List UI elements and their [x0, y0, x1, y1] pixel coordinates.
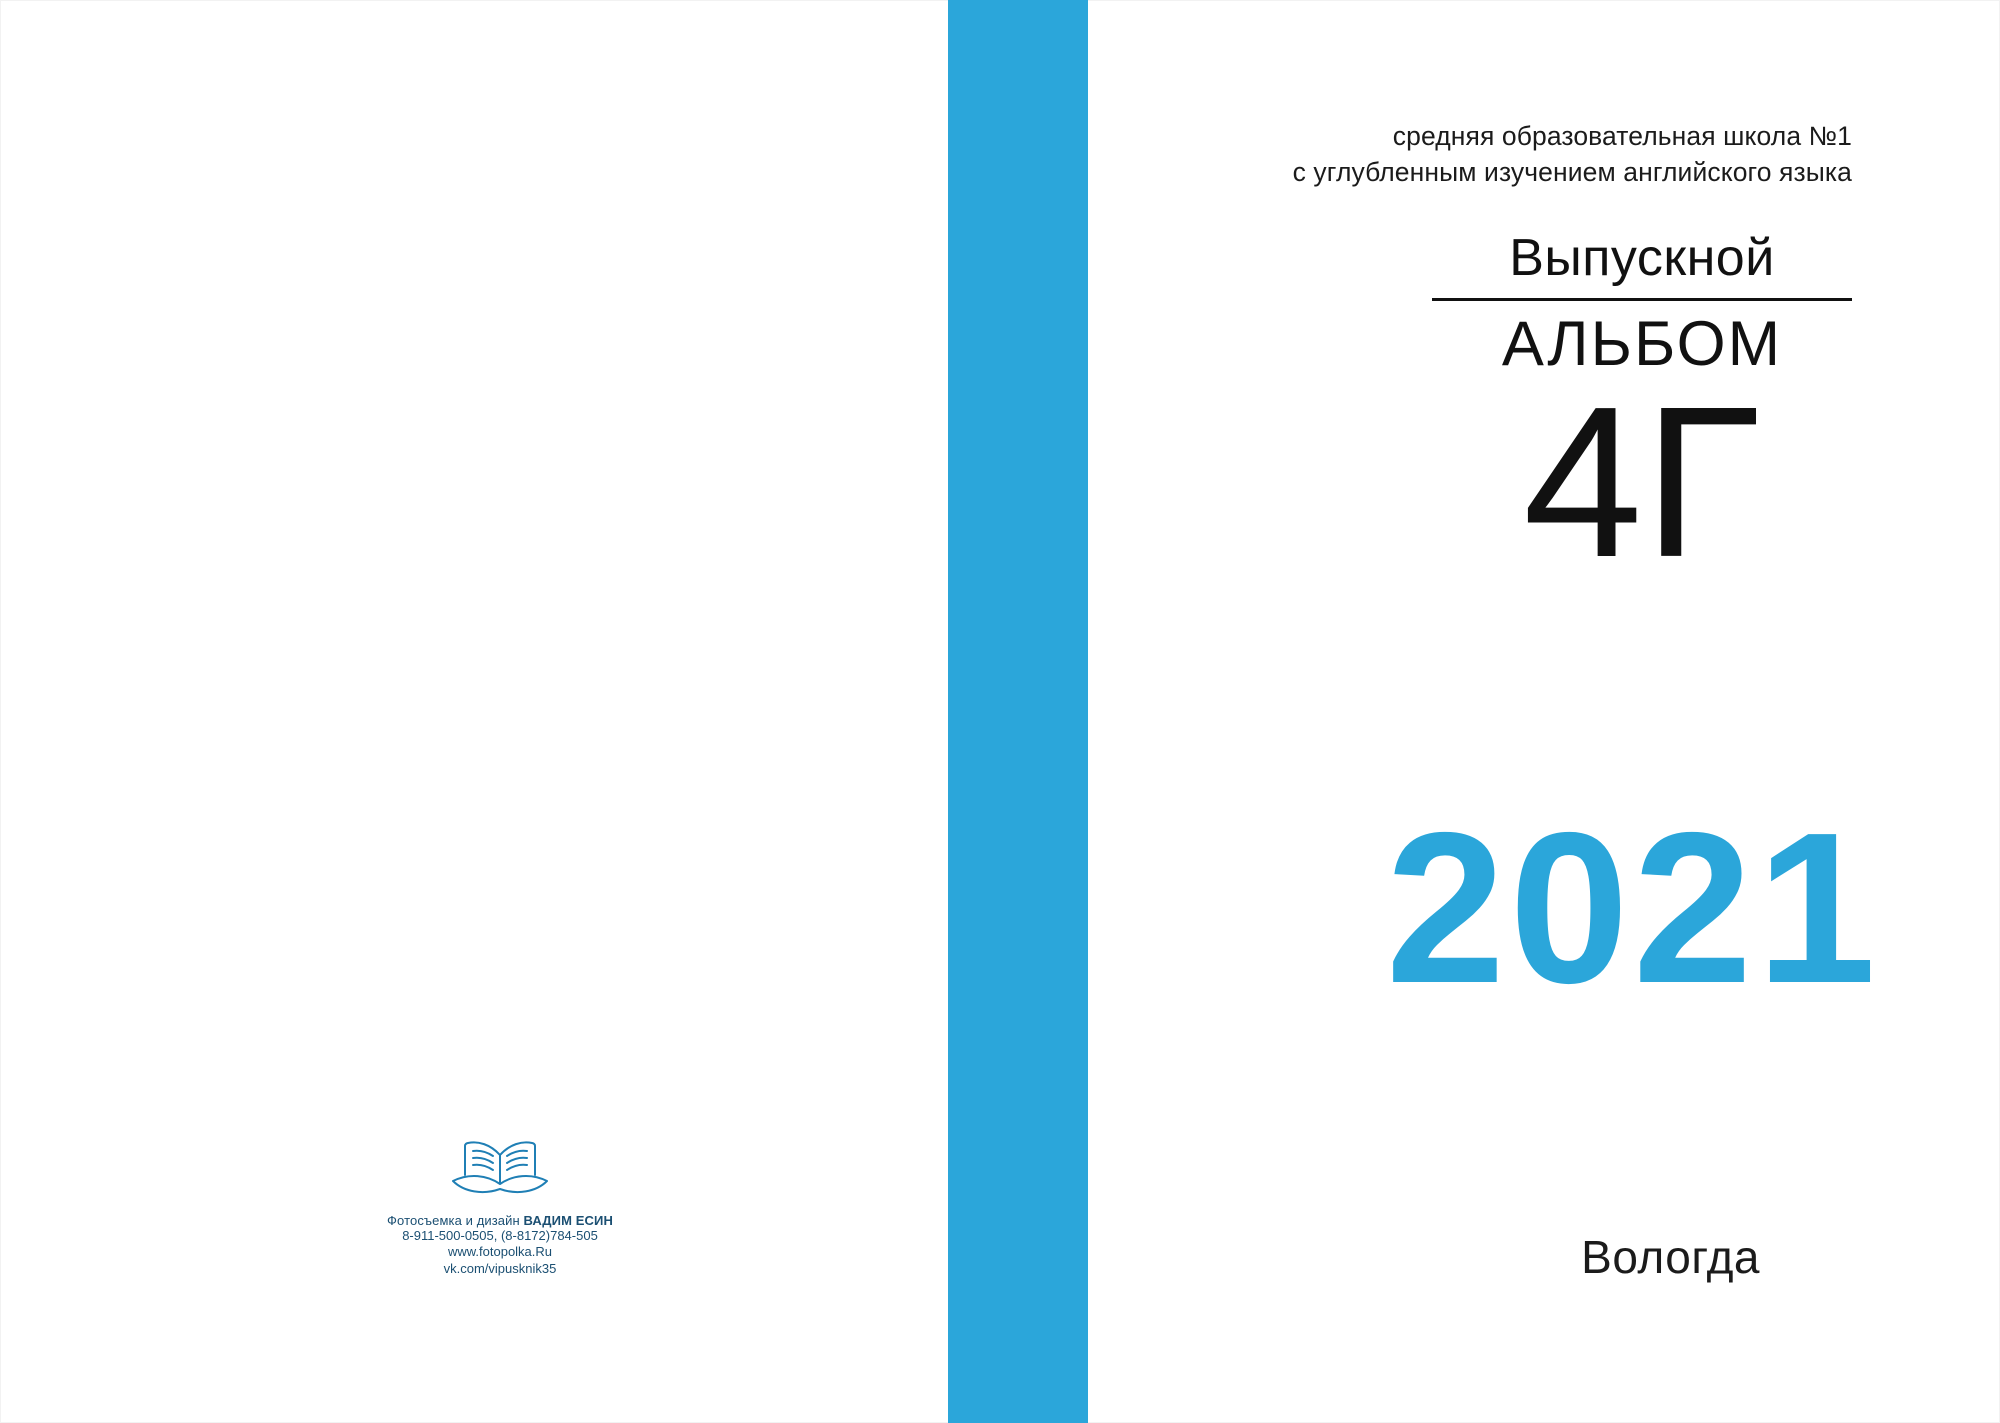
- school-name: [1152, 118, 1852, 190]
- credit-vk-link: vk.com/vipusknik35: [443, 1260, 557, 1276]
- album-title-block: [1432, 229, 1852, 602]
- credit-prefix: Фотосъемка и дизайн: [387, 1213, 524, 1228]
- title-album: АЛЬБОМ: [1501, 309, 1783, 379]
- title-vypusknoy: Выпускной: [1509, 229, 1775, 287]
- credit-author: ВАДИМ ЕСИН: [523, 1213, 613, 1228]
- title-divider: [1432, 298, 1852, 301]
- city-label: Вологда: [1581, 1231, 1760, 1283]
- credit-phones: 8-911-500-0505, (8-8172)784-505: [402, 1228, 598, 1243]
- school-name-line-1: средняя образовательная школа №1: [1392, 121, 1852, 151]
- year-label: 2021: [1385, 787, 1880, 1028]
- school-name-line-2: с углубленным изучением английского языка: [1292, 157, 1852, 188]
- designer-credit-block: [370, 1135, 630, 1277]
- front-cover: [1088, 0, 2000, 1423]
- spine-band: [948, 0, 1088, 1423]
- class-label: 4Г: [1523, 361, 1761, 602]
- credit-website: www.fotopolka.Ru: [447, 1244, 553, 1260]
- credit-author-line: [370, 1213, 630, 1228]
- open-book-logo: [435, 1135, 565, 1207]
